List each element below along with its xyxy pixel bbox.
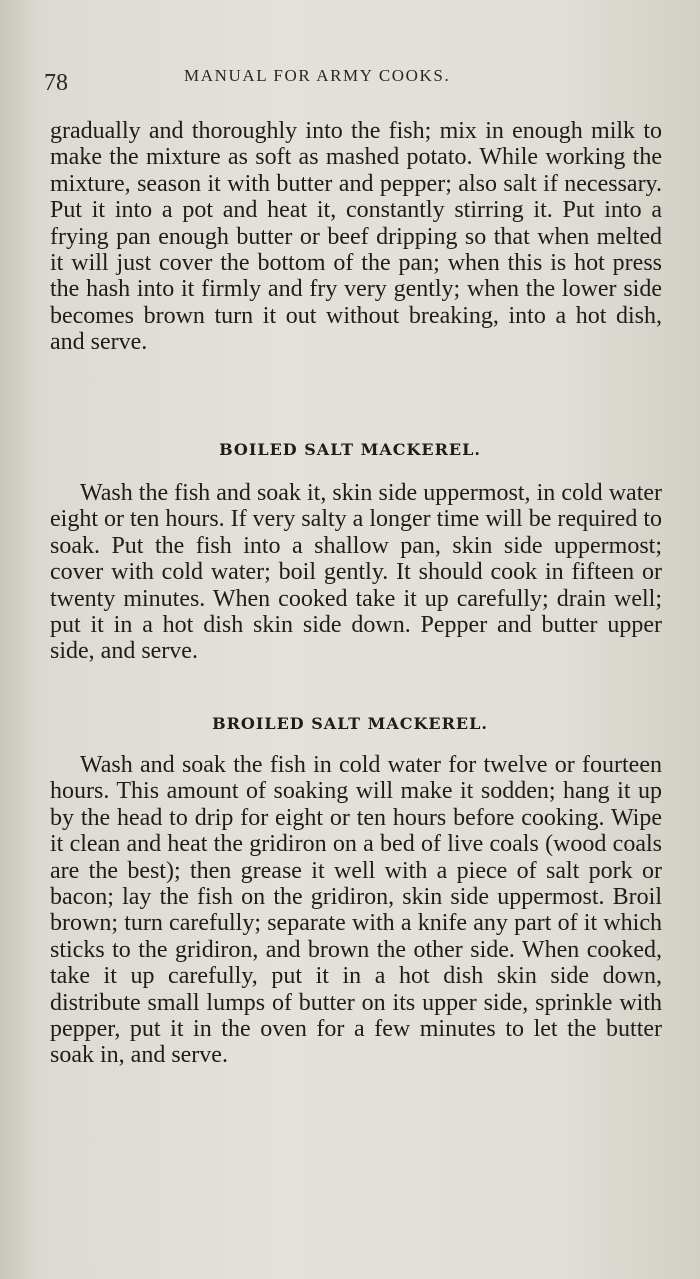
heading-boiled-salt-mackerel: BOILED SALT MACKEREL. <box>219 440 481 459</box>
running-title: MANUAL FOR ARMY COOKS. <box>184 66 451 85</box>
heading-broiled-salt-mackerel: BROILED SALT MACKEREL. <box>212 714 488 733</box>
paragraph-fish-hash-continued: gradually and thoroughly into the fish; mix in enough milk to make the mixture as soft as mashed potato. While working the mixture, season it with butter and pepper; also salt if necessary. Put it into a pot and heat it, constantly stirring it. Put into a frying pan enough butter or beef dripping so that when melted it will just cover the bottom of the pan; when this is hot press the hash into it firmly and fry very gently; when the lower side becomes brown turn it out without breaking, into a hot dish, and serve. <box>50 118 662 356</box>
paragraph-boiled-salt-mackerel: Wash the fish and soak it, skin side uppermost, in cold water eight or ten hours. If very salty a longer time will be required to soak. Put the fish into a shallow pan, skin side uppermost; cover with cold water; boil gently. It should cook in fifteen or twenty minutes. When cooked take it up carefully; drain well; put it in a hot dish skin side down. Pepper and butter upper side, and serve. <box>50 480 662 665</box>
paragraph-broiled-salt-mackerel: Wash and soak the fish in cold water for twelve or fourteen hours. This amount of soaking will make it sodden; hang it up by the head to drip for eight or ten hours before cooking. Wipe it clean and heat the gridiron on a bed of live coals (wood coals are the best); then grease it well with a piece of salt pork or bacon; lay the fish on the gridiron, skin side uppermost. Broil brown; turn carefully; separate with a knife any part of it which sticks to the gridiron, and brown the other side. When cooked, take it up carefully, put it in a hot dish skin side down, distribute small lumps of butter on its upper side, sprinkle with pepper, put it in the oven for a few minutes to let the butter soak in, and serve. <box>50 752 662 1069</box>
running-head <box>44 62 660 96</box>
page-number: 78 <box>44 70 68 96</box>
